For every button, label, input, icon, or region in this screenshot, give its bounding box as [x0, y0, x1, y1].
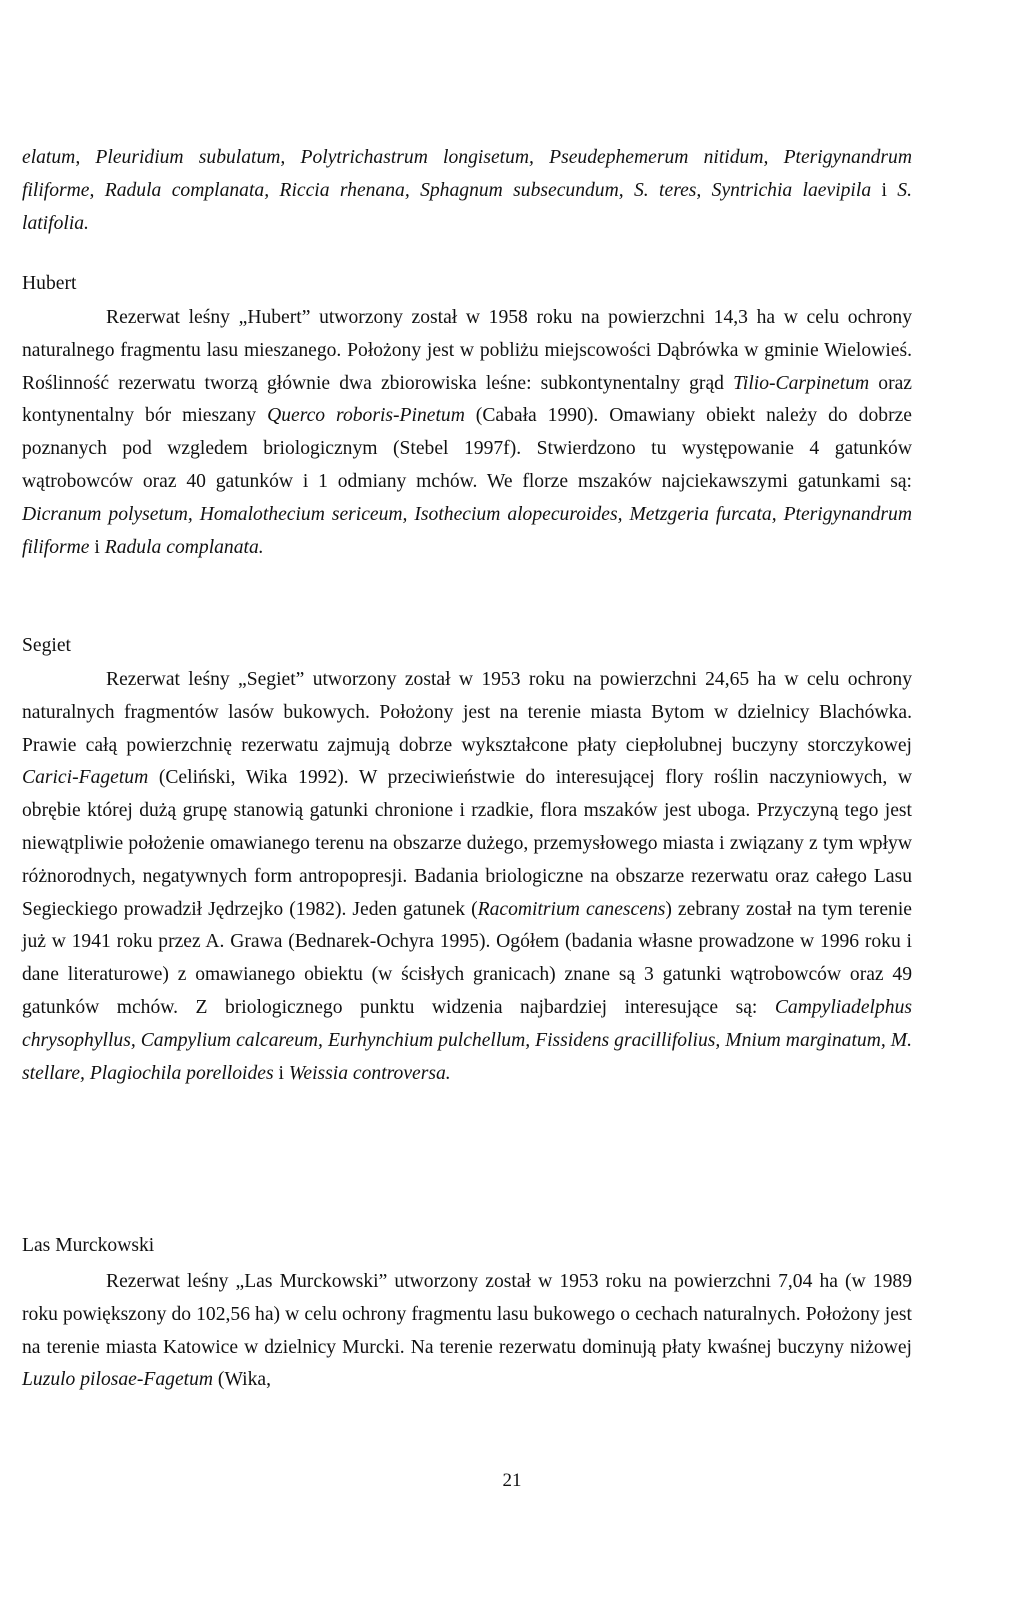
section-heading-hubert: Hubert	[22, 273, 77, 294]
species-name-text: Carici-Fagetum	[22, 767, 149, 789]
species-name-text: S. latifolia.	[22, 179, 912, 234]
page-number: 21	[502, 1470, 522, 1491]
species-name-text: Racomitrium canescens	[477, 898, 666, 920]
body-text: i	[871, 179, 898, 201]
body-text: Rezerwat leśny „Hubert” utworzony został w 1958 roku na powierzchni 14,3 ha w celu ochrony naturalnego fragmentu lasu mieszanego. Położony jest w pobliżu miejscowości Dąbrówka w gminie Wielowieś. Roślinność rezerwatu tworzą głównie dwa zbiorowiska leśne: subkontynentalny grąd	[22, 307, 912, 394]
section-paragraph-las-murckowski	[22, 1266, 912, 1397]
species-name-text: Weissia controversa.	[288, 1062, 451, 1084]
species-name-text: elatum, Pleuridium subulatum, Polytrichastrum longisetum, Pseudephemerum nitidum, Pterigynandrum filiforme, Radula complanata, Riccia rhenana, Sphagnum subsecundum, S. teres, Syntrichia laevipila	[22, 147, 912, 201]
body-text: (Cabała 1990). Omawiany obiekt należy do dobrze poznanych pod wzgledem briologicznym (Stebel 1997f). Stwierdzono tu występowanie 4 gatunków wątrobowców oraz 40 gatunków i 1 odmiany mchów. We florze mszaków najciekawszymi gatunkami są:	[22, 405, 912, 492]
body-text: Rezerwat leśny „Segiet” utworzony został w 1953 roku na powierzchni 24,65 ha w celu ochrony naturalnych fragmentów lasów bukowych. Położony jest na terenie miasta Bytom w dzielnicy Blachówka. Prawie całą powierzchnię rezerwatu zajmują dobrze wykształcone płaty ciepłolubnej buczyny storczykowej	[22, 669, 912, 756]
body-text: i	[89, 536, 105, 558]
species-name-text: Radula complanata.	[104, 536, 264, 558]
species-name-text: Querco roboris-Pinetum	[267, 405, 465, 427]
intro-paragraph	[22, 142, 912, 240]
species-name-text: Tilio-Carpinetum	[733, 372, 870, 394]
section-heading-segiet: Segiet	[22, 635, 71, 656]
body-text: ) zebrany został na tym terenie już w 1941 roku przez A. Grawa (Bednarek-Ochyra 1995). Ogółem (badania własne prowadzone w 1996 roku i dane literaturowe) z omawianego obiektu (w ścisłych granicach) znane są 3 gatunki wątrobowców oraz 49 gatunków mchów. Z briologicznego punktu widzenia najbardziej interesujące są:	[22, 898, 912, 1018]
section-heading-las-murckowski: Las Murckowski	[22, 1235, 155, 1256]
section-paragraph-segiet	[22, 664, 912, 1090]
species-name-text: Campyliadelphus chrysophyllus, Campylium calcareum, Eurhynchium pulchellum, Fissidens gracillifolius, Mnium marginatum, M. stellare, Plagiochila porelloides	[22, 996, 912, 1084]
section-paragraph-hubert	[22, 302, 912, 564]
body-text: (Celiński, Wika 1992). W przeciwieństwie do interesującej flory roślin naczyniowych, w obrębie której dużą grupę stanowią gatunki chronione i rzadkie, flora mszaków jest uboga. Przyczyną tego jest niewątpliwie położenie omawianego terenu na obszarze dużego, przemysłowego miasta i związany z tym wpływ różnorodnych, negatywnych form antropopresji. Badania briologiczne na obszarze rezerwatu oraz całego Lasu Segieckiego prowadził Jędrzejko (1982). Jeden gatunek (	[22, 767, 912, 920]
body-text: (Wika,	[213, 1369, 271, 1391]
species-name-text: Dicranum polysetum, Homalothecium sericeum, Isothecium alopecuroides, Metzgeria furcata, Pterigynandrum filiforme	[22, 503, 912, 558]
body-text: i	[273, 1062, 289, 1084]
species-name-text: Luzulo pilosae-Fagetum	[22, 1369, 214, 1391]
body-text: oraz kontynentalny bór mieszany	[22, 372, 912, 427]
body-text: Rezerwat leśny „Las Murckowski” utworzony został w 1953 roku na powierzchni 7,04 ha (w 1989 roku powiększony do 102,56 ha) w celu ochrony fragmentu lasu bukowego o cechach naturalnych. Położony jest na terenie miasta Katowice w dzielnicy Murcki. Na terenie rezerwatu dominują płaty kwaśnej buczyny niżowej	[22, 1271, 912, 1358]
